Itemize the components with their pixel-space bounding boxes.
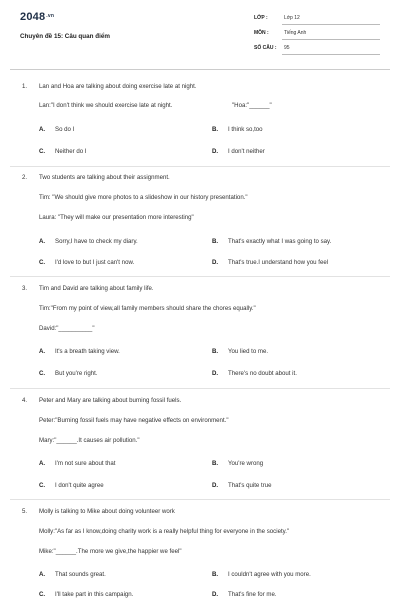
- dialogue-line: Peter:"Burning fossil fuels may have negative effects on environment.": [39, 417, 229, 424]
- question-prompt: Lan and Hoa are talking about doing exercise late at night.: [39, 83, 197, 90]
- option-text[interactable]: That's exactly what I was going to say.: [228, 238, 332, 245]
- option-text[interactable]: That's quite true: [228, 482, 272, 489]
- option-letter: A.: [39, 460, 46, 467]
- option-text[interactable]: It's a breath taking view.: [55, 348, 120, 355]
- dialogue-line: "Hoa:"______": [232, 102, 272, 109]
- logo-suffix: .vn: [46, 13, 55, 19]
- dialogue-line: Lan:"I don't think we should exercise late at night.: [39, 102, 173, 109]
- option-letter: B.: [212, 348, 219, 355]
- dialogue-line: Mary:"______.It causes air pollution.": [39, 437, 140, 444]
- dialogue-line: Laura: "They will make our presentation more interesting": [39, 214, 194, 221]
- option-text[interactable]: I'm not sure about that: [55, 460, 116, 467]
- question-number: 4.: [22, 397, 28, 404]
- option-letter: A.: [39, 126, 46, 133]
- subject-value: Tiếng Anh: [284, 30, 307, 36]
- count-underline: [282, 54, 380, 55]
- option-text[interactable]: So do I: [55, 126, 75, 133]
- option-letter: D.: [212, 259, 219, 266]
- option-letter: A.: [39, 238, 46, 245]
- class-label: LỚP :: [254, 15, 268, 21]
- count-label: SỐ CÂU :: [254, 45, 277, 51]
- question-prompt: Peter and Mary are talking about burning fossil fuels.: [39, 397, 182, 404]
- option-letter: B.: [212, 238, 219, 245]
- subject-underline: [282, 39, 380, 40]
- option-letter: C.: [39, 259, 46, 266]
- option-letter: C.: [39, 591, 46, 598]
- option-text[interactable]: I don't quite agree: [55, 482, 104, 489]
- class-row: [254, 15, 380, 25]
- option-text[interactable]: You lied to me.: [228, 348, 269, 355]
- option-letter: D.: [212, 370, 219, 377]
- option-text[interactable]: I couldn't agree with you more.: [228, 571, 311, 578]
- question-divider: [10, 388, 390, 389]
- question-number: 2.: [22, 174, 28, 181]
- option-text[interactable]: You're wrong: [228, 460, 264, 467]
- option-text[interactable]: Neither do I: [55, 148, 87, 155]
- option-letter: B.: [212, 126, 219, 133]
- question-divider: [10, 276, 390, 277]
- option-letter: D.: [212, 482, 219, 489]
- option-letter: C.: [39, 370, 46, 377]
- option-text[interactable]: Sorry,I have to check my diary.: [55, 238, 138, 245]
- option-text[interactable]: I'll take part in this campaign.: [55, 591, 134, 598]
- dialogue-line: Tim: "We should give more photos to a slideshow in our history presentation.": [39, 194, 248, 201]
- question-divider: [10, 166, 390, 167]
- dialogue-line: Tim:"From my point of view,all family members should share the chores equally.": [39, 305, 256, 312]
- count-row: [254, 45, 380, 55]
- subject-label: MÔN :: [254, 30, 269, 36]
- question-prompt: Two students are talking about their assignment.: [39, 174, 170, 181]
- count-value: 95: [284, 45, 290, 51]
- question-divider: [10, 499, 390, 500]
- class-underline: [282, 24, 380, 25]
- option-text[interactable]: That sounds great.: [55, 571, 106, 578]
- question-number: 3.: [22, 285, 28, 292]
- question-number: 5.: [22, 508, 28, 515]
- option-text[interactable]: I don't neither: [228, 148, 265, 155]
- dialogue-line: Molly:"As far as I know,doing charity work is a really helpful thing for everyone in the society.": [39, 528, 290, 535]
- option-text[interactable]: That's true.I understand how you feel: [228, 259, 329, 266]
- option-text[interactable]: But you're right.: [55, 370, 98, 377]
- question-prompt: Tim and David are talking about family life.: [39, 285, 154, 292]
- option-letter: C.: [39, 482, 46, 489]
- option-letter: D.: [212, 591, 219, 598]
- logo-text: 2048: [20, 11, 46, 23]
- option-letter: A.: [39, 571, 46, 578]
- option-letter: C.: [39, 148, 46, 155]
- option-letter: D.: [212, 148, 219, 155]
- header-divider: [10, 69, 390, 70]
- option-text[interactable]: I think so,too: [228, 126, 263, 133]
- question-number: 1.: [22, 83, 28, 90]
- site-logo[interactable]: [20, 11, 54, 23]
- option-letter: B.: [212, 460, 219, 467]
- option-text[interactable]: I'd love to but I just can't now.: [55, 259, 135, 266]
- topic-title: Chuyên đề 15: Câu quan điểm: [20, 33, 110, 40]
- class-value: Lớp 12: [284, 15, 300, 21]
- subject-row: [254, 30, 380, 40]
- option-letter: B.: [212, 571, 219, 578]
- option-letter: A.: [39, 348, 46, 355]
- option-text[interactable]: There's no doubt about it.: [228, 370, 297, 377]
- dialogue-line: Mike:"______.The more we give,the happier we feel": [39, 548, 182, 555]
- question-prompt: Molly is talking to Mike about doing volunteer work: [39, 508, 175, 515]
- dialogue-line: David:"__________": [39, 325, 95, 332]
- option-text[interactable]: That's fine for me.: [228, 591, 277, 598]
